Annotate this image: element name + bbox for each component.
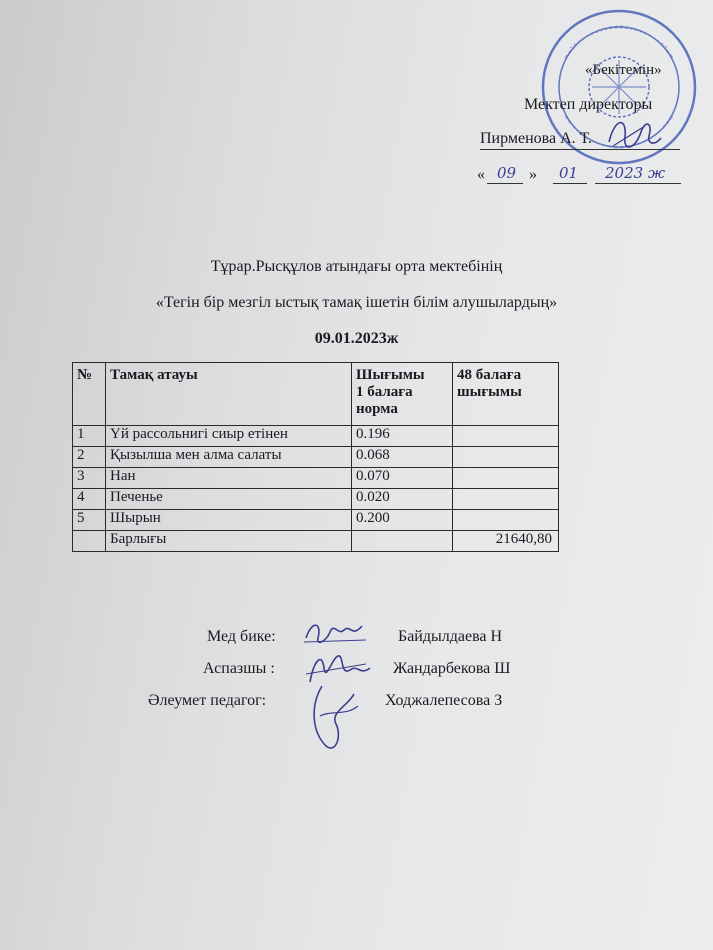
approve-label: «Бекітемін» — [585, 62, 662, 78]
total-value — [453, 489, 559, 510]
social-pedagogue-label: Әлеумет педагог: — [148, 692, 267, 709]
row-number: 4 — [73, 489, 106, 510]
table-row — [73, 447, 559, 468]
nurse-label: Мед бике: — [207, 628, 276, 645]
norm-value: 0.200 — [352, 510, 453, 531]
row-number: 5 — [73, 510, 106, 531]
dish-name: Шырын — [106, 510, 352, 531]
norm-value: 0.070 — [352, 468, 453, 489]
menu-table — [72, 362, 559, 552]
table-row — [73, 489, 559, 510]
total-value — [453, 447, 559, 468]
date-open-quote: « — [477, 166, 485, 183]
director-position: Мектеп директоры — [524, 96, 653, 113]
norm-value: 0.196 — [352, 426, 453, 447]
table-header-row — [73, 363, 559, 426]
table-row — [73, 468, 559, 489]
dish-name: Үй рассольнигі сиыр етінен — [106, 426, 352, 447]
date-close-quote: » — [529, 166, 537, 183]
row-number: 2 — [73, 447, 106, 468]
dish-name: Қызылша мен алма салаты — [106, 447, 352, 468]
row-number: 1 — [73, 426, 106, 447]
total-label: Барлығы — [106, 531, 352, 552]
director-name: Пирменова А. Т. — [480, 130, 680, 150]
table-row — [73, 510, 559, 531]
table-row — [73, 426, 559, 447]
nurse-name: Байдылдаева Н — [398, 628, 503, 645]
document-subtitle: «Тегін бір мезгіл ыстық тамақ ішетін білім алушылардың» — [155, 294, 558, 311]
director-signature-icon — [605, 112, 665, 157]
row-number: 3 — [73, 468, 106, 489]
total-value — [453, 510, 559, 531]
column-header-total: 48 балаға шығымы — [453, 363, 559, 426]
date-day: 09 — [497, 164, 517, 182]
dish-name: Печенье — [106, 489, 352, 510]
date-month: 01 — [559, 164, 579, 182]
social-pedagogue-name: Ходжалепесова З — [385, 692, 503, 709]
norm-value: 0.068 — [352, 447, 453, 468]
column-header-norm: Шығымы 1 балаға норма — [352, 363, 453, 426]
document-date: 09.01.2023ж — [314, 330, 399, 347]
cook-name: Жандарбекова Ш — [393, 660, 511, 677]
total-value — [453, 426, 559, 447]
social-pedagogue-signature-icon — [302, 676, 367, 756]
norm-value: 0.020 — [352, 489, 453, 510]
column-header-dish: Тамақ атауы — [106, 363, 352, 426]
school-title: Тұрар.Рысқұлов атындағы орта мектебінің — [210, 258, 503, 275]
cook-label: Аспазшы : — [203, 660, 275, 677]
total-amount: 21640,80 — [453, 531, 559, 552]
table-total-row — [73, 531, 559, 552]
date-year: 2023 ж — [605, 164, 665, 182]
total-value — [453, 468, 559, 489]
dish-name: Нан — [106, 468, 352, 489]
column-header-number: № — [73, 363, 106, 426]
